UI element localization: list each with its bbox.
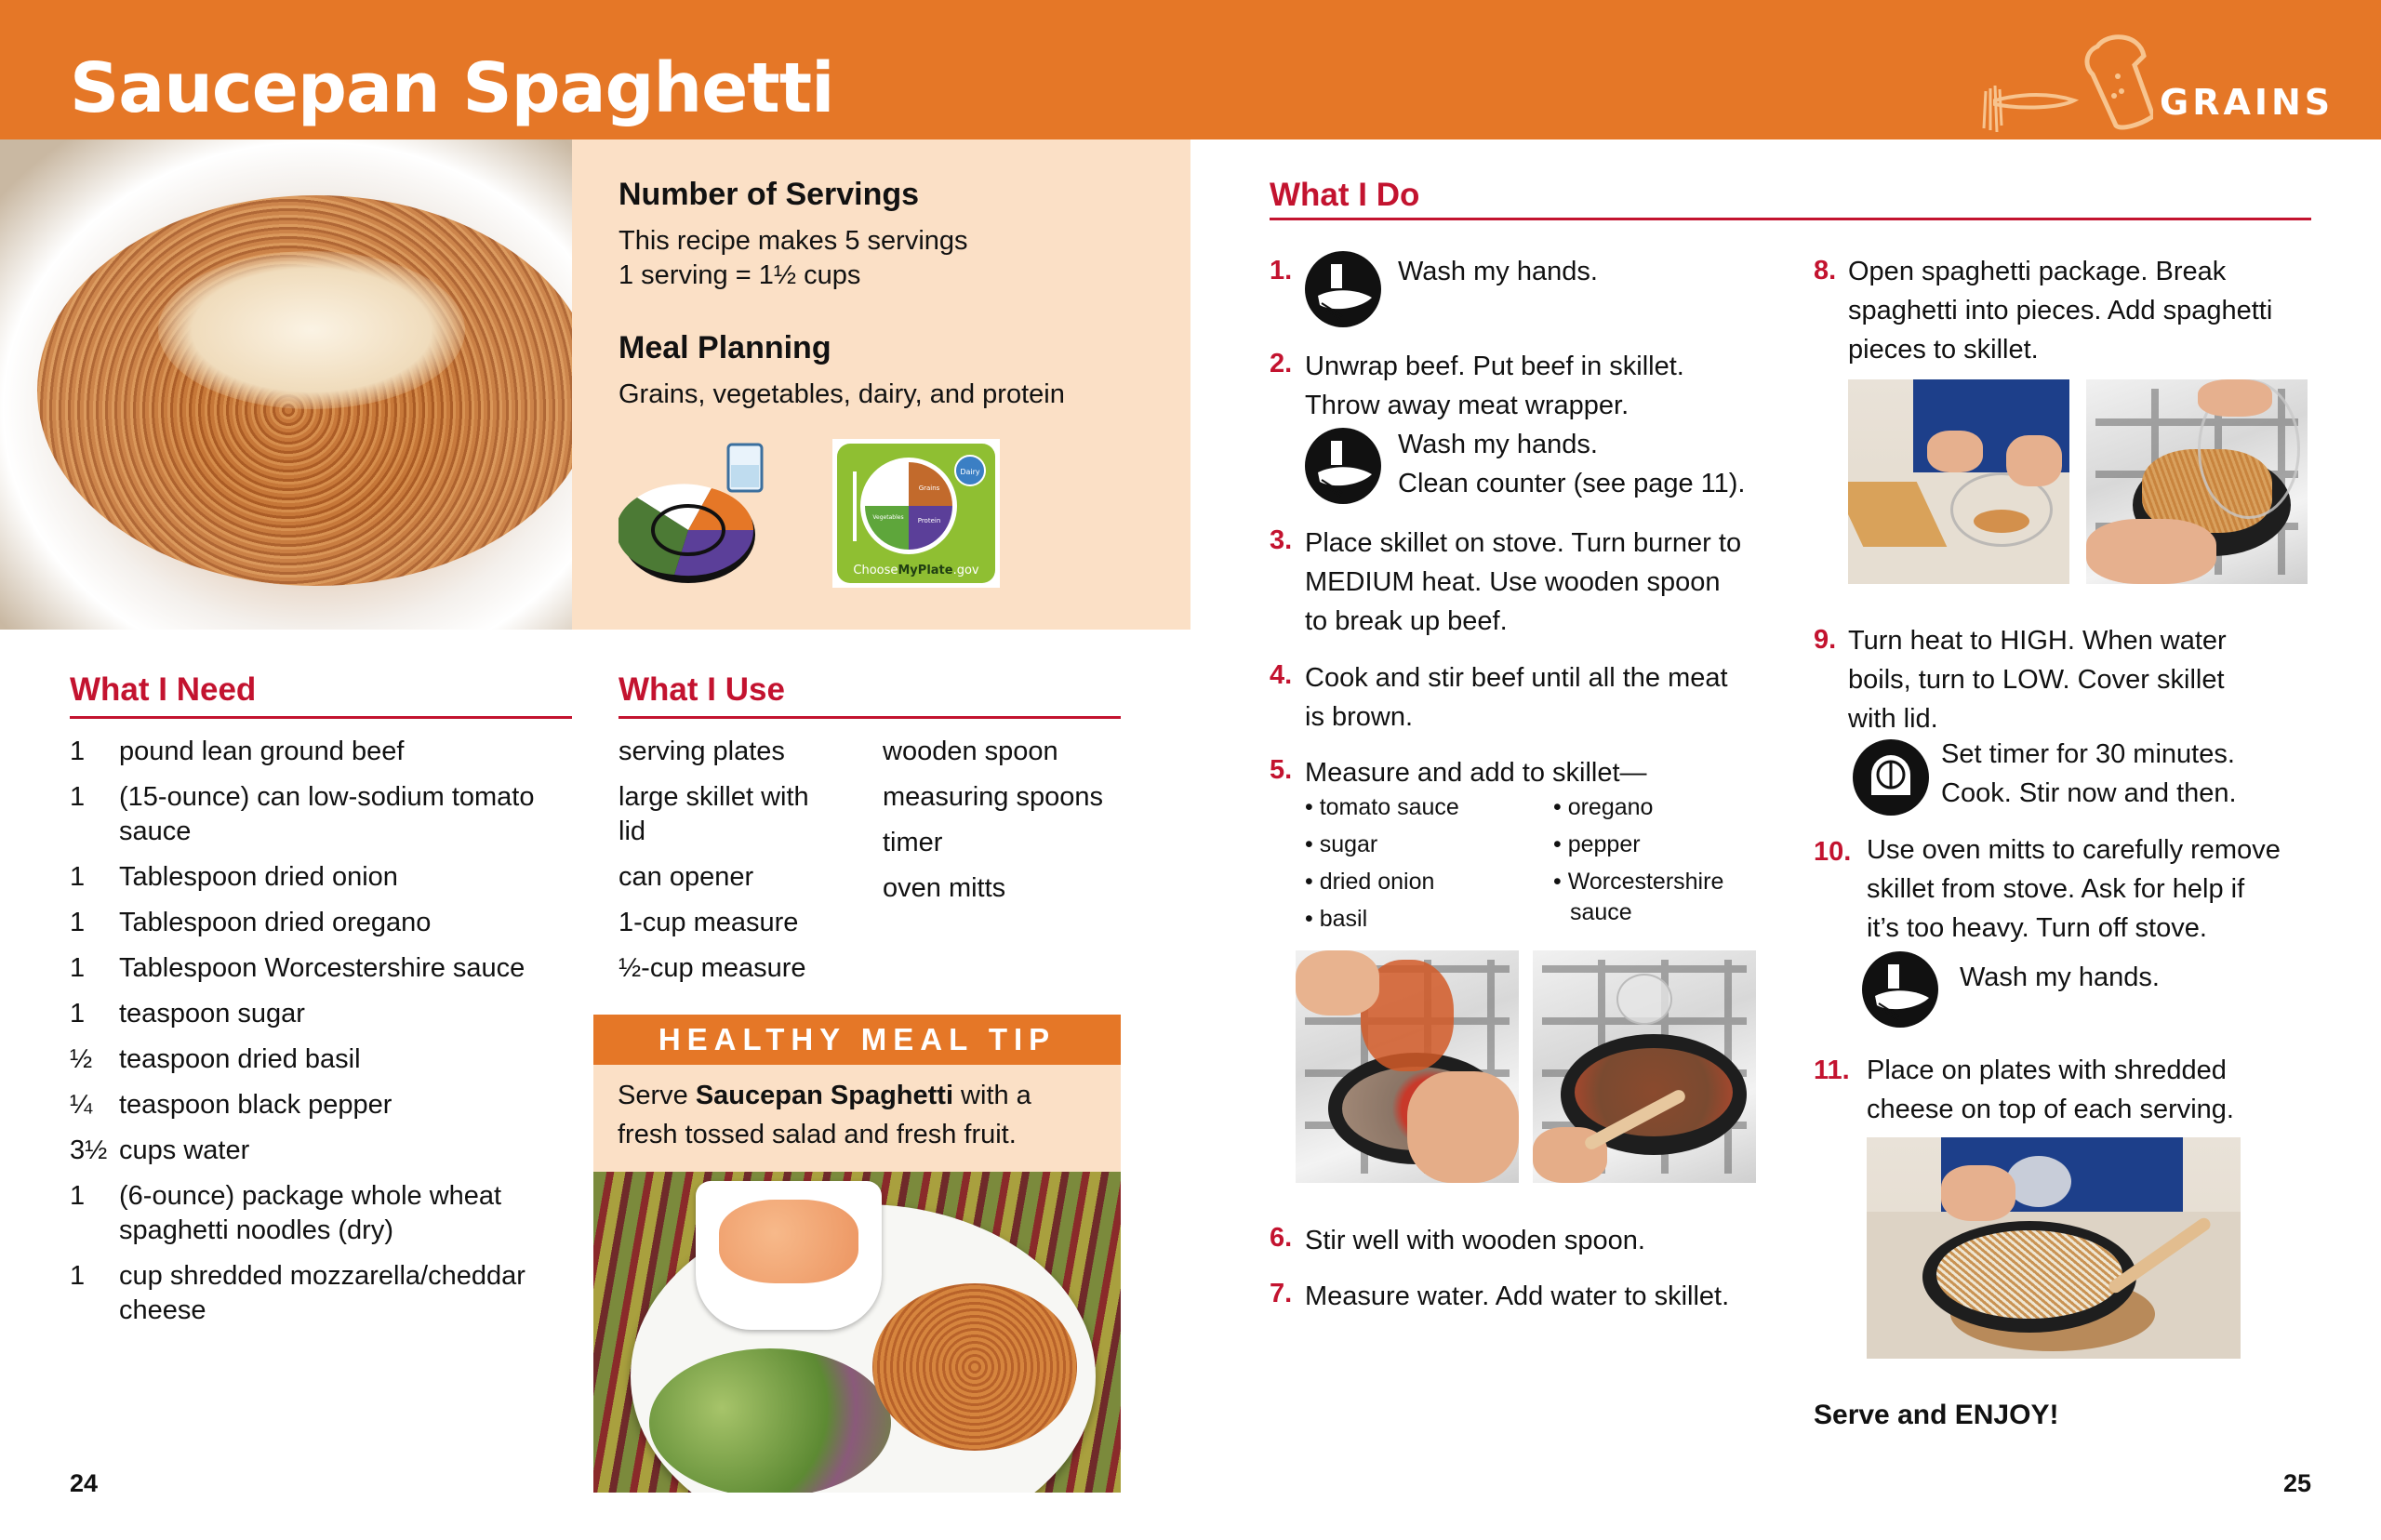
- step8-break-spaghetti-photo: [1848, 379, 2069, 584]
- svg-text:ChooseMyPlate.gov: ChooseMyPlate.gov: [853, 564, 979, 578]
- ingredient-item: ¼ teaspoon black pepper: [70, 1090, 392, 1120]
- ingredient-item: 1 pound lean ground beef: [70, 737, 405, 766]
- step-subtext: Wash my hands.: [1398, 430, 1598, 459]
- ingredient-item: 1 (6-ounce) package whole wheat spaghetti noodles (dry): [70, 1181, 502, 1245]
- ingredient-item: 1 cup shredded mozzarella/cheddar cheese: [70, 1261, 525, 1325]
- wash-hands-icon: [1305, 251, 1381, 327]
- serving-size: 1 serving = 1½ cups: [619, 260, 861, 290]
- section-divider: [1270, 218, 2311, 220]
- step-text: MEDIUM heat. Use wooden spoon: [1305, 567, 1721, 597]
- meal-planning-text: Grains, vegetables, dairy, and protein: [619, 379, 1065, 409]
- what-i-use-heading: What I Use: [619, 671, 785, 708]
- bullet-item: • pepper: [1553, 831, 1641, 857]
- step5-add-worcestershire-photo: [1533, 950, 1756, 1183]
- step8-add-spaghetti-photo: [2086, 379, 2308, 584]
- ingredient-item: 1 Tablespoon Worcestershire sauce: [70, 953, 525, 983]
- step-subtext: Wash my hands.: [1960, 962, 2160, 992]
- step-text: pieces to skillet.: [1848, 335, 2039, 365]
- step-subtext: Set timer for 30 minutes.: [1941, 739, 2235, 769]
- step-number: 8.: [1814, 256, 1837, 285]
- step-text: Throw away meat wrapper.: [1305, 391, 1629, 420]
- page-number-left: 24: [70, 1469, 99, 1497]
- step11-add-cheese-photo: [1867, 1137, 2241, 1359]
- servings-heading: Number of Servings: [619, 177, 920, 212]
- timer-icon: [1853, 739, 1929, 816]
- ingredient-item: 3½ cups water: [70, 1135, 250, 1165]
- step-text: Wash my hands.: [1398, 257, 1598, 286]
- equipment-item: can opener: [619, 862, 754, 892]
- meal-tip-photo: [593, 1172, 1121, 1493]
- what-i-need-heading: What I Need: [70, 671, 257, 708]
- svg-text:Protein: Protein: [917, 517, 941, 524]
- equipment-item: oven mitts: [883, 873, 1006, 903]
- step-subtext: Cook. Stir now and then.: [1941, 778, 2237, 808]
- step-text: Place skillet on stove. Turn burner to: [1305, 528, 1742, 558]
- svg-text:Grains: Grains: [918, 485, 940, 492]
- hero-spaghetti-photo: [0, 139, 572, 630]
- equipment-item: wooden spoon: [883, 737, 1058, 766]
- ingredient-item: 1 teaspoon sugar: [70, 999, 305, 1029]
- step-number: 9.: [1814, 625, 1837, 655]
- step-number: 11.: [1814, 1055, 1850, 1085]
- step-text: Use oven mitts to carefully remove: [1867, 835, 2281, 865]
- meal-planning-heading: Meal Planning: [619, 330, 831, 365]
- equipment-item: 1-cup measure: [619, 908, 799, 937]
- step-number: 3.: [1270, 525, 1293, 555]
- equipment-item: serving plates: [619, 737, 785, 766]
- bullet-item: • oregano: [1553, 794, 1654, 820]
- step-text: with lid.: [1848, 704, 1938, 734]
- step-number: 10.: [1814, 837, 1852, 867]
- ingredient-item: 1 (15-ounce) can low-sodium tomato sauce: [70, 782, 535, 846]
- bullet-item: • tomato sauce: [1305, 794, 1459, 820]
- bullet-item: • dried onion: [1305, 869, 1435, 895]
- healthy-meal-tip-text: Serve Saucepan Spaghetti with a fresh tossed salad and fresh fruit.: [593, 1065, 1121, 1172]
- step-text: Open spaghetti package. Break: [1848, 257, 2227, 286]
- bullet-item: • basil: [1305, 906, 1368, 932]
- step-subtext: Clean counter (see page 11).: [1398, 469, 1746, 498]
- equipment-item: measuring spoons: [883, 782, 1103, 812]
- step-text: Measure water. Add water to skillet.: [1305, 1281, 1730, 1311]
- equipment-item: timer: [883, 828, 943, 857]
- step-number: 1.: [1270, 256, 1293, 285]
- wash-hands-icon: [1862, 951, 1938, 1028]
- step-number: 4.: [1270, 660, 1293, 690]
- food-group-label: GRAINS: [2160, 82, 2334, 123]
- bullet-item: • Worcestershire sauce: [1553, 869, 1724, 925]
- step-text: boils, turn to LOW. Cover skillet: [1848, 665, 2225, 695]
- step-text: it’s too heavy. Turn off stove.: [1867, 913, 2207, 943]
- bullet-item: • sugar: [1305, 831, 1378, 857]
- svg-text:Dairy: Dairy: [960, 468, 980, 476]
- step-text: Turn heat to HIGH. When water: [1848, 626, 2227, 656]
- step-number: 6.: [1270, 1223, 1293, 1253]
- step-number: 2.: [1270, 349, 1293, 378]
- what-i-do-heading: What I Do: [1270, 177, 1420, 213]
- step-text: Unwrap beef. Put beef in skillet.: [1305, 352, 1684, 381]
- section-divider: [619, 716, 1121, 719]
- step-text: skillet from stove. Ask for help if: [1867, 874, 2245, 904]
- wash-hands-icon: [1305, 428, 1381, 504]
- step-text: Place on plates with shredded: [1867, 1055, 2227, 1085]
- ingredient-item: 1 Tablespoon dried onion: [70, 862, 398, 892]
- step-text: Measure and add to skillet—: [1305, 758, 1647, 788]
- step-text: is brown.: [1305, 702, 1414, 732]
- step-number: 7.: [1270, 1279, 1293, 1308]
- equipment-item: large skillet with lid: [619, 782, 809, 846]
- page-number-right: 25: [2283, 1469, 2312, 1497]
- food-group-plate-icon: [619, 437, 777, 586]
- serve-and-enjoy: Serve and ENJOY!: [1814, 1400, 2059, 1430]
- equipment-item: ½-cup measure: [619, 953, 806, 983]
- step-text: Stir well with wooden spoon.: [1305, 1226, 1645, 1255]
- servings-count: This recipe makes 5 servings: [619, 226, 968, 256]
- recipe-title: Saucepan Spaghetti: [70, 48, 834, 128]
- healthy-meal-tip-heading: HEALTHY MEAL TIP: [593, 1015, 1121, 1065]
- step5-pour-tomato-sauce-photo: [1296, 950, 1519, 1183]
- choosemyplate-logo: [832, 439, 1000, 588]
- bread-and-spaghetti-icon: [1967, 28, 2153, 135]
- svg-text:Vegetables: Vegetables: [872, 514, 904, 521]
- step-text: Cook and stir beef until all the meat: [1305, 663, 1728, 693]
- step-text: cheese on top of each serving.: [1867, 1095, 2234, 1124]
- ingredient-item: 1 Tablespoon dried oregano: [70, 908, 432, 937]
- step-text: to break up beef.: [1305, 606, 1508, 636]
- step-text: spaghetti into pieces. Add spaghetti: [1848, 296, 2273, 325]
- section-divider: [70, 716, 572, 719]
- ingredient-item: ½ teaspoon dried basil: [70, 1044, 361, 1074]
- step-number: 5.: [1270, 755, 1293, 785]
